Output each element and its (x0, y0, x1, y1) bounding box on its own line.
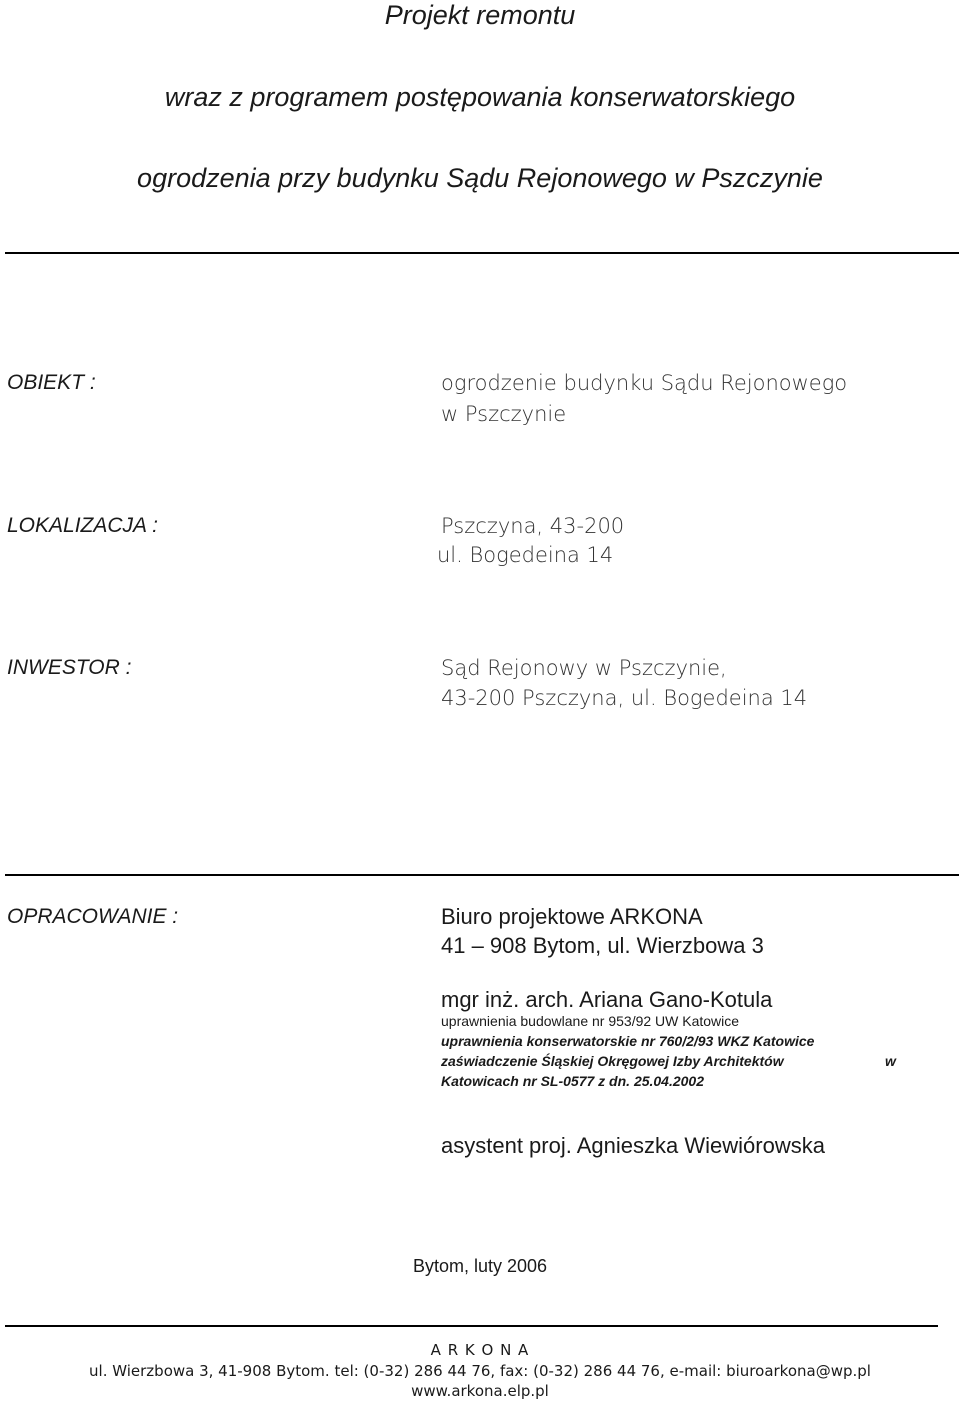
assistant-name: asystent proj. Agnieszka Wiewiórowska (441, 1133, 825, 1158)
title-line-1: Projekt remontu (384, 0, 576, 30)
opracowanie-divider (5, 874, 959, 876)
author-name: mgr inż. arch. Ariana Gano-Kotula (441, 987, 773, 1012)
office-address: 41 – 908 Bytom, ul. Wierzbowa 3 (441, 933, 764, 958)
obiekt-value-line-2: w Pszczynie (441, 402, 567, 426)
footer-divider (5, 1325, 938, 1327)
chamber-certificate-w: w (885, 1053, 896, 1069)
footer-brand: A R K O N A (430, 1341, 530, 1359)
obiekt-label: OBIEKT : (7, 371, 96, 394)
place-and-date: Bytom, luty 2006 (412, 1256, 548, 1276)
footer-contact: ul. Wierzbowa 3, 41-908 Bytom. tel: (0-32) 286 44 76, fax: (0-32) 286 44 76, e-mail: biuroarkona@wp.pl (89, 1362, 871, 1380)
lokalizacja-value-line-1: Pszczyna, 43-200 (441, 514, 625, 538)
inwestor-label: INWESTOR : (7, 656, 132, 679)
chamber-certificate-number: Katowicach nr SL-0577 z dn. 25.04.2002 (441, 1073, 705, 1089)
lokalizacja-value-line-2: ul. Bogedeina 14 (437, 543, 614, 567)
header-divider (5, 252, 959, 254)
opracowanie-label: OPRACOWANIE : (7, 905, 179, 928)
building-permit: uprawnienia budowlane nr 953/92 UW Katowice (441, 1013, 740, 1029)
obiekt-value-line-1: ogrodzenie budynku Sądu Rejonowego (441, 371, 848, 395)
title-line-2: wraz z programem postępowania konserwatorskiego (164, 82, 796, 112)
conservation-permit: uprawnienia konserwatorskie nr 760/2/93 WKZ Katowice (441, 1033, 815, 1049)
office-name: Biuro projektowe ARKONA (441, 904, 703, 929)
lokalizacja-label: LOKALIZACJA : (7, 514, 158, 537)
inwestor-value-line-2: 43-200 Pszczyna, ul. Bogedeina 14 (441, 686, 808, 710)
chamber-certificate: zaświadczenie Śląskiej Okręgowej Izby Architektów (441, 1053, 784, 1069)
title-line-3: ogrodzenia przy budynku Sądu Rejonowego w Pszczynie (137, 163, 823, 193)
footer-website: www.arkona.elp.pl (411, 1382, 549, 1400)
inwestor-value-line-1: Sąd Rejonowy w Pszczynie, (441, 656, 727, 680)
